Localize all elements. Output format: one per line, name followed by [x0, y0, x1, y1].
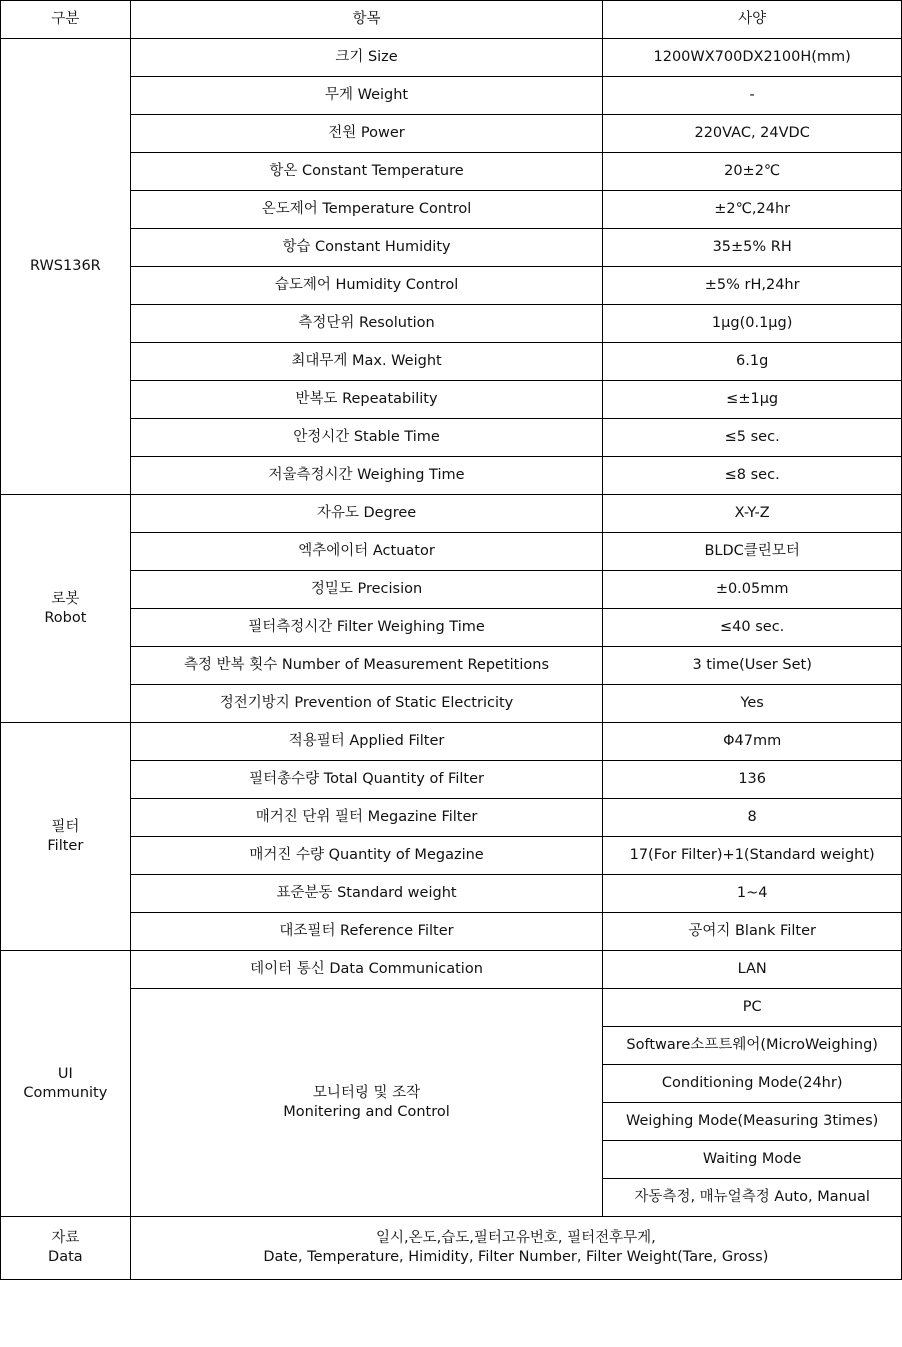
- spec-cell: ≤±1μg: [603, 381, 902, 419]
- spec-cell: 1μg(0.1μg): [603, 305, 902, 343]
- header-item: 항목: [130, 1, 603, 39]
- spec-cell: 136: [603, 761, 902, 799]
- table-row: [1, 267, 902, 305]
- spec-cell: ≤40 sec.: [603, 609, 902, 647]
- spec-cell: ±2℃,24hr: [603, 191, 902, 229]
- item-cell: 데이터 통신 Data Communication: [130, 951, 603, 989]
- item-cell: 습도제어 Humidity Control: [130, 267, 603, 305]
- table-row: [1, 799, 902, 837]
- item-cell: 매거진 단위 필터 Megazine Filter: [130, 799, 603, 837]
- table-row: [1, 191, 902, 229]
- category-cell: [1, 723, 131, 951]
- spec-cell: -: [603, 77, 902, 115]
- table-row: [1, 951, 902, 989]
- data-category-cell-line1: 자료: [51, 1230, 80, 1246]
- data-description-cell-line1: 일시,온도,습도,필터고유번호, 필터전후무게,: [375, 1230, 656, 1246]
- item-cell: 적용필터 Applied Filter: [130, 723, 603, 761]
- spec-cell: Software소프트웨어(MicroWeighing): [603, 1027, 902, 1065]
- item-cell: 자유도 Degree: [130, 495, 603, 533]
- spec-cell: Φ47mm: [603, 723, 902, 761]
- table-row: [1, 495, 902, 533]
- table-row: [1, 305, 902, 343]
- item-cell: 최대무게 Max. Weight: [130, 343, 603, 381]
- spec-cell: 자동측정, 매뉴얼측정 Auto, Manual: [603, 1179, 902, 1217]
- table-row: [1, 989, 902, 1027]
- spec-cell: ±5% rH,24hr: [603, 267, 902, 305]
- category-cell-line1: 로봇: [51, 590, 80, 607]
- table-row: [1, 571, 902, 609]
- table-row: [1, 761, 902, 799]
- item-cell: 필터총수량 Total Quantity of Filter: [130, 761, 603, 799]
- spec-cell: 220VAC, 24VDC: [603, 115, 902, 153]
- table-row: [1, 381, 902, 419]
- spec-cell: ≤5 sec.: [603, 419, 902, 457]
- spec-cell: ±0.05mm: [603, 571, 902, 609]
- item-cell: 표준분동 Standard weight: [130, 875, 603, 913]
- monitoring-item-cell-line2: Monitering and Control: [283, 1103, 450, 1120]
- spec-cell: 35±5% RH: [603, 229, 902, 267]
- table-row: [1, 533, 902, 571]
- spec-cell: 17(For Filter)+1(Standard weight): [603, 837, 902, 875]
- table-row: [1, 647, 902, 685]
- item-cell: 대조필터 Reference Filter: [130, 913, 603, 951]
- header-spec: 사양: [603, 1, 902, 39]
- header-row: [1, 1, 902, 39]
- data-category-cell: [1, 1217, 131, 1280]
- spec-cell: ≤8 sec.: [603, 457, 902, 495]
- item-cell: 측정 반복 횟수 Number of Measurement Repetitions: [130, 647, 603, 685]
- item-cell: 크기 Size: [130, 39, 603, 77]
- spec-cell: LAN: [603, 951, 902, 989]
- item-cell: 전원 Power: [130, 115, 603, 153]
- item-cell: 측정단위 Resolution: [130, 305, 603, 343]
- category-cell: [1, 39, 131, 495]
- header-category: 구분: [1, 1, 131, 39]
- spec-cell: 공여지 Blank Filter: [603, 913, 902, 951]
- spec-cell: Waiting Mode: [603, 1141, 902, 1179]
- spec-cell: BLDC클린모터: [603, 533, 902, 571]
- table-row: [1, 115, 902, 153]
- table-row: [1, 723, 902, 761]
- monitoring-item-cell-line1: 모니터링 및 조작: [312, 1084, 421, 1101]
- category-cell: [1, 495, 131, 723]
- item-cell: 안정시간 Stable Time: [130, 419, 603, 457]
- spec-cell: Conditioning Mode(24hr): [603, 1065, 902, 1103]
- item-cell: 정밀도 Precision: [130, 571, 603, 609]
- spec-cell: X-Y-Z: [603, 495, 902, 533]
- item-cell: 매거진 수량 Quantity of Megazine: [130, 837, 603, 875]
- item-cell: 온도제어 Temperature Control: [130, 191, 603, 229]
- table-row: [1, 457, 902, 495]
- table-row: [1, 229, 902, 267]
- item-cell: 정전기방지 Prevention of Static Electricity: [130, 685, 603, 723]
- item-cell: 항습 Constant Humidity: [130, 229, 603, 267]
- item-cell: 무게 Weight: [130, 77, 603, 115]
- table-row: [1, 913, 902, 951]
- category-cell-line2: Community: [23, 1084, 108, 1101]
- data-description-cell: [130, 1217, 901, 1280]
- spec-cell: 1200WX700DX2100H(mm): [603, 39, 902, 77]
- category-cell: [1, 951, 131, 1217]
- data-row: [1, 1217, 902, 1280]
- spec-cell: Yes: [603, 685, 902, 723]
- table-row: [1, 419, 902, 457]
- table-row: [1, 609, 902, 647]
- category-cell-line1: RWS136R: [29, 258, 101, 274]
- item-cell: 필터측정시간 Filter Weighing Time: [130, 609, 603, 647]
- data-category-cell-line2: Data: [48, 1249, 83, 1265]
- table-row: [1, 77, 902, 115]
- item-cell: 저울측정시간 Weighing Time: [130, 457, 603, 495]
- spec-cell: 8: [603, 799, 902, 837]
- spec-cell: PC: [603, 989, 902, 1027]
- item-cell: 반복도 Repeatability: [130, 381, 603, 419]
- category-cell-line2: Robot: [44, 609, 87, 626]
- data-description-cell-line2: Date, Temperature, Himidity, Filter Number, Filter Weight(Tare, Gross): [263, 1249, 769, 1265]
- category-cell-line2: Filter: [47, 837, 84, 854]
- spec-cell: 20±2℃: [603, 153, 902, 191]
- table-row: [1, 343, 902, 381]
- category-cell-line1: UI: [57, 1065, 73, 1082]
- spec-cell: Weighing Mode(Measuring 3times): [603, 1103, 902, 1141]
- spec-table-body: [1, 1, 902, 1280]
- table-row: [1, 39, 902, 77]
- spec-cell: 3 time(User Set): [603, 647, 902, 685]
- item-cell: 엑추에이터 Actuator: [130, 533, 603, 571]
- category-cell-line1: 필터: [51, 818, 80, 835]
- table-row: [1, 875, 902, 913]
- table-row: [1, 685, 902, 723]
- spec-cell: 1~4: [603, 875, 902, 913]
- monitoring-item-cell: [130, 989, 603, 1217]
- item-cell: 항온 Constant Temperature: [130, 153, 603, 191]
- spec-cell: 6.1g: [603, 343, 902, 381]
- table-row: [1, 153, 902, 191]
- table-row: [1, 837, 902, 875]
